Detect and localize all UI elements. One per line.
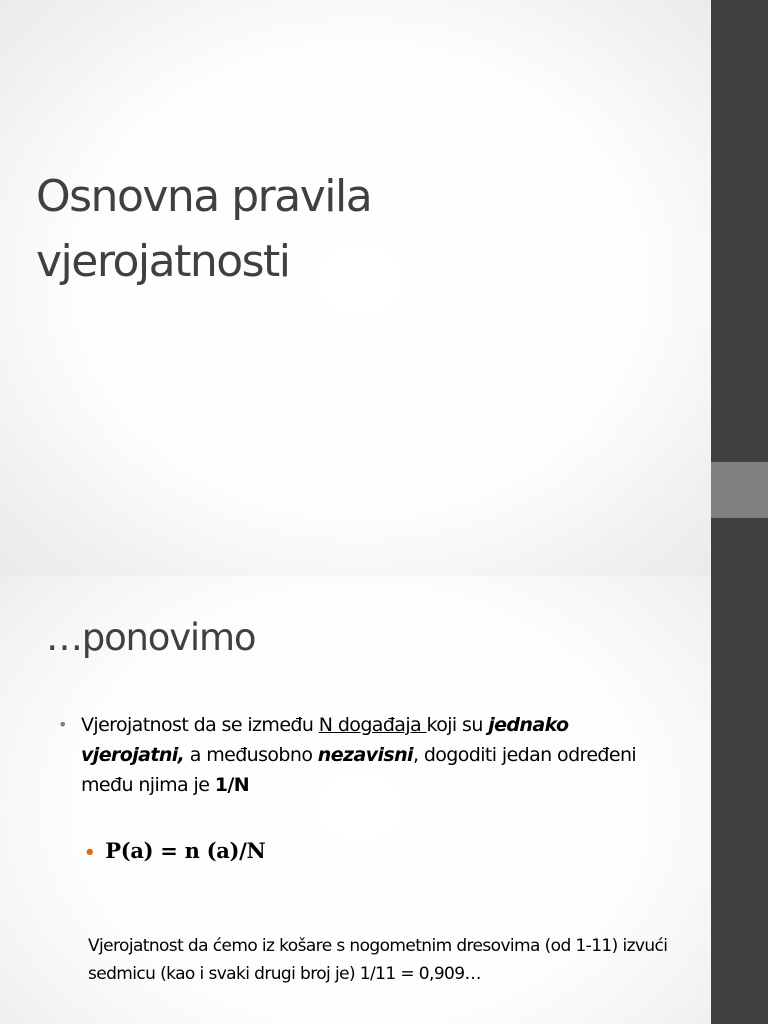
bullet-item-level-1 [58, 710, 638, 800]
slide-1-title-line-2: vjerojatnosti [36, 236, 290, 287]
bullet-emphasis-independent: nezavisni [317, 744, 413, 766]
bullet-text-part-4: , dogoditi jedan određeni među njima je [81, 744, 637, 796]
example-note: Vjerojatnost da ćemo iz košare s nogometnim dresovima (od 1-11) izvući sedmicu (kao i svaki drugi broj je) 1/11 = 0,909… [88, 936, 668, 984]
bullet-text-part-1: Vjerojatnost da se između [81, 714, 319, 736]
slide-1-title [36, 164, 636, 294]
bullet-emphasis-fraction: 1/N [214, 774, 250, 796]
bullet-item-level-2 [84, 836, 265, 868]
bullet-text-part-3: a međusobno [184, 744, 318, 766]
formula-text: P(a) = n (a)/N [105, 838, 266, 863]
slide-1-title-line-1: Osnovna pravila [36, 171, 372, 222]
vertical-scrollbar[interactable] [711, 0, 768, 1024]
slide-2-title: …ponovimo [46, 616, 256, 659]
bullet-emphasis-equally-likely: jednako vjerojatni, [81, 714, 569, 766]
bullet-text [58, 710, 638, 800]
bullet-underlined-events: N događaja [318, 714, 427, 736]
bullet-dot-icon: • [84, 842, 96, 863]
bullet-text-part-2: koji su [426, 714, 489, 736]
slide-2 [0, 576, 711, 1024]
bullet-dot-icon: • [58, 715, 67, 734]
scrollbar-thumb[interactable] [711, 462, 768, 518]
